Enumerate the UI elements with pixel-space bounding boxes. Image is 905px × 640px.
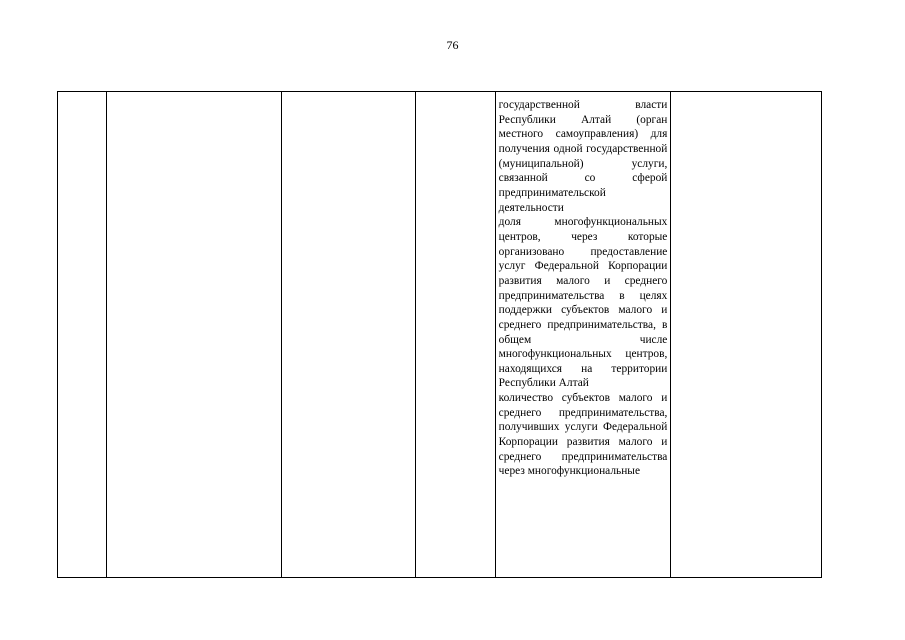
table-cell-column-4 [416,92,495,578]
table-cell-column-6 [671,92,822,578]
document-table [57,91,822,578]
table-cell-column-3 [281,92,416,578]
table-row [58,92,822,578]
table-cell-indicators [495,92,671,578]
table-cell-name [107,92,282,578]
indicator-paragraph: количество субъектов малого и среднего предпринимательства, получивших услуги Федеральной Корпорации развития малого и среднего предпринимательства через многофункциональные [498,392,668,478]
indicator-paragraph: государственной власти Республики Алтай (орган местного самоуправления) для получения одной государственной (муниципальной) услуги, связанной со сферой предпринимательской деятельности [498,99,668,214]
page-number: 76 [446,38,459,52]
indicators-text [496,92,671,479]
table-cell-number [58,92,107,578]
indicator-paragraph: доля многофункциональных центров, через которые организовано предоставление услуг Федеральной Корпорации развития малого и среднего предпринимательства в целях поддержки субъектов малого и среднего предпринимательства, в общем числе многофункциональных центров, находящихся на территории Республики Алтай [498,216,668,390]
